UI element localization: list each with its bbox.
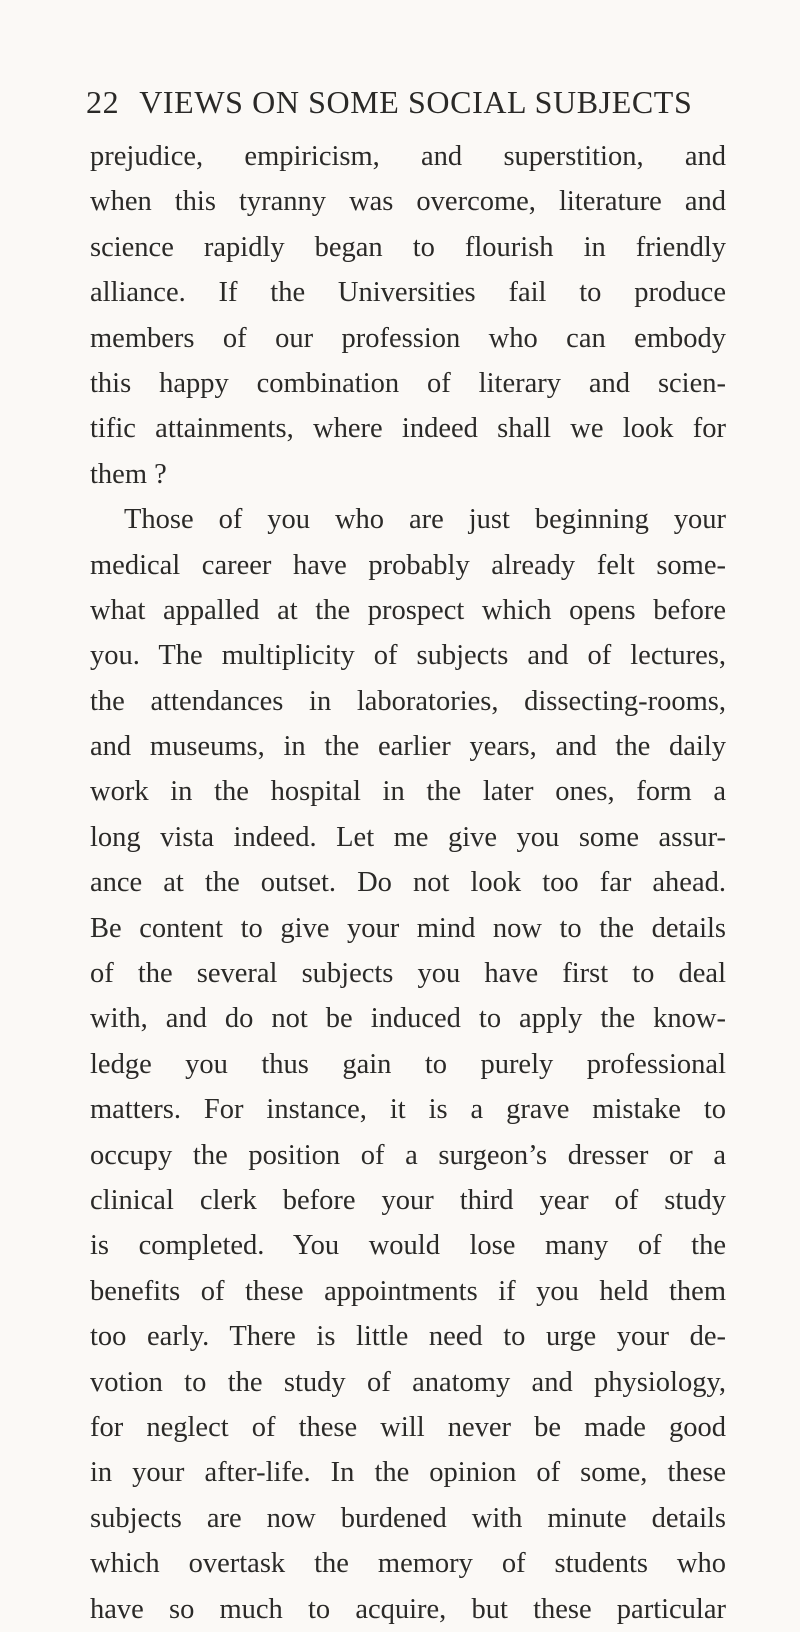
text-line: this happy combination of literary and scien- [90, 367, 726, 399]
text-line: is completed. You would lose many of the [90, 1230, 726, 1262]
text-line: work in the hospital in the later ones, form a [90, 776, 726, 808]
running-title: VIEWS ON SOME SOCIAL SUBJECTS [139, 84, 693, 120]
paragraph-end-line: them ? [90, 458, 167, 490]
text-line: medical career have probably already felt some- [90, 549, 726, 581]
text-line: of the several subjects you have first to deal [90, 958, 726, 990]
text-line: occupy the position of a surgeon’s dresser or a [90, 1139, 726, 1171]
text-line: subjects are now burdened with minute details [90, 1502, 726, 1534]
text-line: matters. For instance, it is a grave mistake to [90, 1094, 726, 1126]
text-line: the attendances in laboratories, dissecting-rooms, [90, 685, 726, 717]
text-line: you. The multiplicity of subjects and of lectures, [90, 640, 726, 672]
text-line: clinical clerk before your third year of study [90, 1184, 726, 1216]
text-line: prejudice, empiricism, and superstition, and [90, 141, 726, 172]
text-line: tific attainments, where indeed shall we look for [90, 413, 726, 445]
text-line: votion to the study of anatomy and physiology, [90, 1366, 726, 1398]
text-line: ance at the outset. Do not look too far ahead. [90, 867, 726, 899]
text-line: ledge you thus gain to purely professional [90, 1048, 726, 1080]
text-line: what appalled at the prospect which opens before [90, 594, 726, 626]
text-line: and museums, in the earlier years, and the daily [90, 731, 726, 763]
text-line: benefits of these appointments if you held them [90, 1275, 726, 1307]
page-number: 22 [86, 84, 120, 120]
text-line: for neglect of these will never be made good [90, 1411, 726, 1443]
text-line: when this tyranny was overcome, literature and [90, 186, 726, 218]
text-line: science rapidly began to flourish in friendly [90, 231, 726, 263]
text-line: with, and do not be induced to apply the know- [90, 1003, 726, 1035]
paragraph-start-line: Those of you who are just beginning your [124, 504, 726, 536]
text-line: in your after-life. In the opinion of some, these [90, 1457, 726, 1489]
text-line: members of our profession who can embody [90, 322, 726, 354]
text-line: too early. There is little need to urge your de- [90, 1321, 726, 1353]
text-line: which overtask the memory of students who [90, 1548, 726, 1580]
text-line: Be content to give your mind now to the details [90, 912, 726, 944]
text-line: long vista indeed. Let me give you some assur- [90, 821, 726, 853]
text-line: have so much to acquire, but these particular [90, 1593, 726, 1625]
body-text [90, 134, 726, 1632]
running-header [86, 82, 726, 122]
text-line: alliance. If the Universities fail to produce [90, 277, 726, 309]
